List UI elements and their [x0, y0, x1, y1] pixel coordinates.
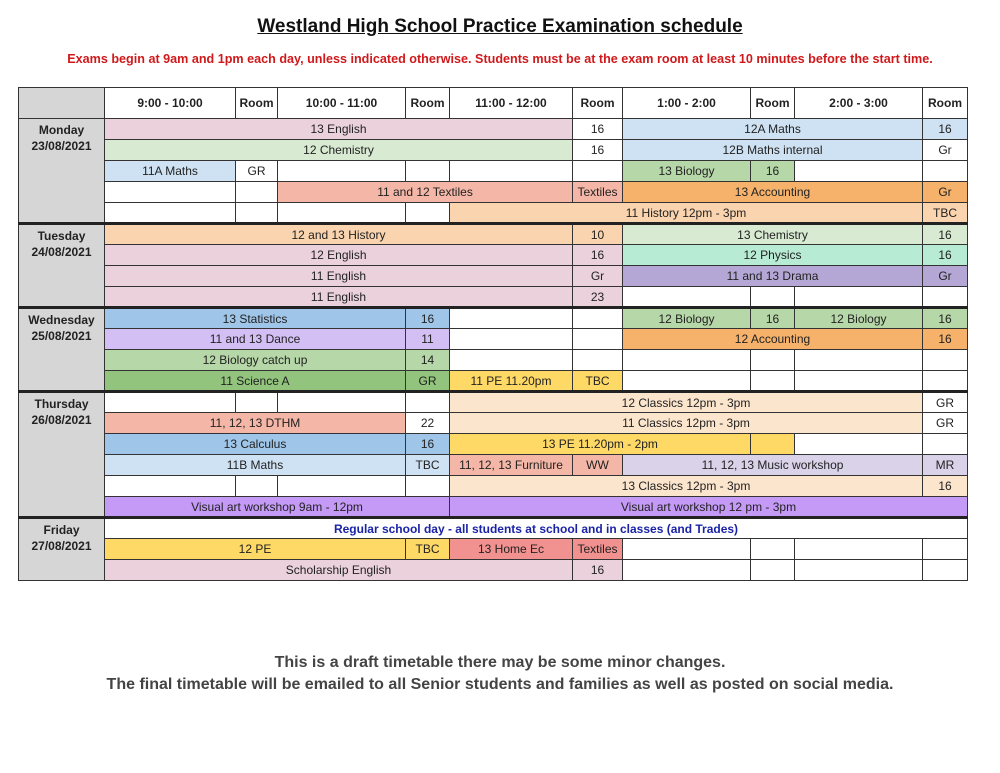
header-row	[19, 88, 968, 119]
exam-cell: 13 Statistics	[105, 308, 406, 329]
room-cell: 16	[923, 224, 968, 245]
empty-cell	[751, 434, 795, 455]
room-cell: Textiles	[573, 182, 623, 203]
exam-cell: 11, 12, 13 DTHM	[105, 413, 406, 434]
exam-cell: 11 Classics 12pm - 3pm	[450, 413, 923, 434]
room-cell: 16	[751, 308, 795, 329]
regular-day-note: Regular school day - all students at school and in classes (and Trades)	[105, 518, 968, 539]
room-cell: 16	[751, 161, 795, 182]
exam-cell: 11, 12, 13 Furniture	[450, 455, 573, 476]
exam-cell: 11 PE 11.20pm	[450, 371, 573, 392]
day-date: 27/08/2021	[31, 539, 92, 553]
table-row	[19, 308, 968, 329]
exam-schedule-table	[18, 87, 968, 581]
empty-cell	[623, 371, 751, 392]
room-cell: 23	[573, 287, 623, 308]
room-cell: 16	[573, 119, 623, 140]
room-cell: GR	[406, 371, 450, 392]
room-cell: 16	[573, 560, 623, 581]
empty-cell	[450, 308, 573, 329]
room-cell: 16	[573, 140, 623, 161]
room-cell: 16	[923, 476, 968, 497]
col-header: Room	[751, 88, 795, 119]
empty-cell	[573, 308, 623, 329]
empty-cell	[623, 539, 751, 560]
empty-cell	[450, 329, 573, 350]
empty-cell	[795, 350, 923, 371]
exam-cell: 11, 12, 13 Music workshop	[623, 455, 923, 476]
table-row	[19, 287, 968, 308]
room-cell: GR	[923, 413, 968, 434]
exam-cell: 12 Chemistry	[105, 140, 573, 161]
table-row	[19, 518, 968, 539]
day-date: 24/08/2021	[31, 245, 92, 259]
day-date: 23/08/2021	[31, 139, 92, 153]
table-row	[19, 203, 968, 224]
empty-cell	[751, 539, 795, 560]
exam-cell: 11 English	[105, 287, 573, 308]
day-name: Tuesday	[37, 229, 86, 243]
room-cell: GR	[236, 161, 278, 182]
day-name: Monday	[38, 123, 85, 137]
exam-cell: 12 Biology	[795, 308, 923, 329]
room-cell: 16	[923, 308, 968, 329]
exam-cell: 11B Maths	[105, 455, 406, 476]
empty-cell	[450, 350, 573, 371]
exam-cell: 12 English	[105, 245, 573, 266]
room-cell: 16	[406, 308, 450, 329]
table-row	[19, 455, 968, 476]
room-cell: Gr	[573, 266, 623, 287]
exam-cell: 13 English	[105, 119, 573, 140]
empty-cell	[450, 161, 573, 182]
table-row	[19, 392, 968, 413]
table-row	[19, 161, 968, 182]
footer-note	[0, 652, 1000, 696]
exam-cell: 13 Home Ec	[450, 539, 573, 560]
table-row	[19, 245, 968, 266]
page-title: Westland High School Practice Examination schedule	[257, 16, 743, 37]
empty-cell	[795, 434, 923, 455]
exam-cell: 11 Science A	[105, 371, 406, 392]
corner-cell	[19, 88, 105, 119]
table-row	[19, 140, 968, 161]
empty-cell	[278, 476, 406, 497]
empty-cell	[406, 203, 450, 224]
empty-cell	[923, 350, 968, 371]
room-cell: TBC	[406, 455, 450, 476]
col-header: 11:00 - 12:00	[450, 88, 573, 119]
table-row	[19, 476, 968, 497]
room-cell: MR	[923, 455, 968, 476]
room-cell: 16	[923, 329, 968, 350]
empty-cell	[795, 371, 923, 392]
room-cell: Gr	[923, 182, 968, 203]
empty-cell	[105, 392, 236, 413]
empty-cell	[278, 203, 406, 224]
exam-notice: Exams begin at 9am and 1pm each day, unless indicated otherwise. Students must be at the exam room at least 10 minutes before the start time.	[67, 52, 933, 66]
exam-cell: Visual art workshop 9am - 12pm	[105, 497, 450, 518]
exam-cell: Scholarship English	[105, 560, 573, 581]
empty-cell	[751, 560, 795, 581]
room-cell: TBC	[573, 371, 623, 392]
day-cell-friday	[19, 518, 105, 581]
day-cell-wednesday	[19, 308, 105, 392]
col-header: Room	[923, 88, 968, 119]
table-row	[19, 350, 968, 371]
table-row	[19, 266, 968, 287]
day-date: 25/08/2021	[31, 329, 92, 343]
col-header: Room	[406, 88, 450, 119]
empty-cell	[795, 161, 923, 182]
room-cell: 16	[923, 245, 968, 266]
exam-cell: 13 Classics 12pm - 3pm	[450, 476, 923, 497]
room-cell: Gr	[923, 266, 968, 287]
exam-cell: 11 English	[105, 266, 573, 287]
col-header: Room	[573, 88, 623, 119]
room-cell: Gr	[923, 140, 968, 161]
exam-cell: 12 and 13 History	[105, 224, 573, 245]
empty-cell	[923, 560, 968, 581]
table-row	[19, 560, 968, 581]
room-cell: WW	[573, 455, 623, 476]
day-cell-tuesday	[19, 224, 105, 308]
table-row	[19, 371, 968, 392]
exam-cell: 11 and 12 Textiles	[278, 182, 573, 203]
empty-cell	[406, 161, 450, 182]
room-cell: 11	[406, 329, 450, 350]
empty-cell	[406, 476, 450, 497]
empty-cell	[278, 392, 406, 413]
col-header: 2:00 - 3:00	[795, 88, 923, 119]
empty-cell	[923, 434, 968, 455]
col-header: 9:00 - 10:00	[105, 88, 236, 119]
exam-cell: 12 Biology catch up	[105, 350, 406, 371]
empty-cell	[406, 392, 450, 413]
footer-line-2: The final timetable will be emailed to all Senior students and families as well as posted on social media.	[106, 676, 894, 693]
room-cell: 16	[406, 434, 450, 455]
empty-cell	[795, 539, 923, 560]
day-cell-thursday	[19, 392, 105, 518]
col-header: 10:00 - 11:00	[278, 88, 406, 119]
table-row	[19, 497, 968, 518]
empty-cell	[795, 287, 923, 308]
exam-cell: 11 and 13 Dance	[105, 329, 406, 350]
empty-cell	[236, 203, 278, 224]
room-cell: 22	[406, 413, 450, 434]
empty-cell	[236, 476, 278, 497]
empty-cell	[105, 203, 236, 224]
empty-cell	[623, 287, 751, 308]
col-header: 1:00 - 2:00	[623, 88, 751, 119]
room-cell: 14	[406, 350, 450, 371]
exam-cell: 12 PE	[105, 539, 406, 560]
empty-cell	[573, 350, 623, 371]
table-row	[19, 434, 968, 455]
exam-cell: 12 Physics	[623, 245, 923, 266]
room-cell: Textiles	[573, 539, 623, 560]
table-row	[19, 413, 968, 434]
day-name: Thursday	[34, 397, 89, 411]
exam-cell: 13 Biology	[623, 161, 751, 182]
day-name: Friday	[43, 523, 80, 537]
exam-cell: Visual art workshop 12 pm - 3pm	[450, 497, 968, 518]
empty-cell	[923, 287, 968, 308]
exam-cell: 13 Accounting	[623, 182, 923, 203]
empty-cell	[751, 371, 795, 392]
empty-cell	[795, 560, 923, 581]
empty-cell	[751, 287, 795, 308]
exam-cell: 13 Calculus	[105, 434, 406, 455]
empty-cell	[573, 329, 623, 350]
room-cell: 16	[573, 245, 623, 266]
table-row	[19, 329, 968, 350]
table-row	[19, 539, 968, 560]
day-date: 26/08/2021	[31, 413, 92, 427]
exam-cell: 12B Maths internal	[623, 140, 923, 161]
empty-cell	[573, 161, 623, 182]
col-header: Room	[236, 88, 278, 119]
empty-cell	[236, 182, 278, 203]
room-cell: TBC	[406, 539, 450, 560]
empty-cell	[923, 161, 968, 182]
room-cell: 10	[573, 224, 623, 245]
empty-cell	[923, 371, 968, 392]
empty-cell	[105, 182, 236, 203]
exam-cell: 11 and 13 Drama	[623, 266, 923, 287]
day-name: Wednesday	[28, 313, 95, 327]
exam-cell: 11A Maths	[105, 161, 236, 182]
empty-cell	[236, 392, 278, 413]
empty-cell	[278, 161, 406, 182]
empty-cell	[105, 476, 236, 497]
empty-cell	[623, 350, 751, 371]
day-cell-monday	[19, 119, 105, 224]
footer-line-1: This is a draft timetable there may be some minor changes.	[274, 654, 726, 671]
empty-cell	[623, 560, 751, 581]
exam-cell: 12 Classics 12pm - 3pm	[450, 392, 923, 413]
room-cell: 16	[923, 119, 968, 140]
exam-cell: 12A Maths	[623, 119, 923, 140]
table-row	[19, 224, 968, 245]
exam-cell: 13 PE 11.20pm - 2pm	[450, 434, 751, 455]
table-row	[19, 119, 968, 140]
exam-cell: 11 History 12pm - 3pm	[450, 203, 923, 224]
exam-cell: 12 Accounting	[623, 329, 923, 350]
table-row	[19, 182, 968, 203]
empty-cell	[923, 539, 968, 560]
room-cell: TBC	[923, 203, 968, 224]
empty-cell	[751, 350, 795, 371]
room-cell: GR	[923, 392, 968, 413]
exam-cell: 13 Chemistry	[623, 224, 923, 245]
exam-cell: 12 Biology	[623, 308, 751, 329]
